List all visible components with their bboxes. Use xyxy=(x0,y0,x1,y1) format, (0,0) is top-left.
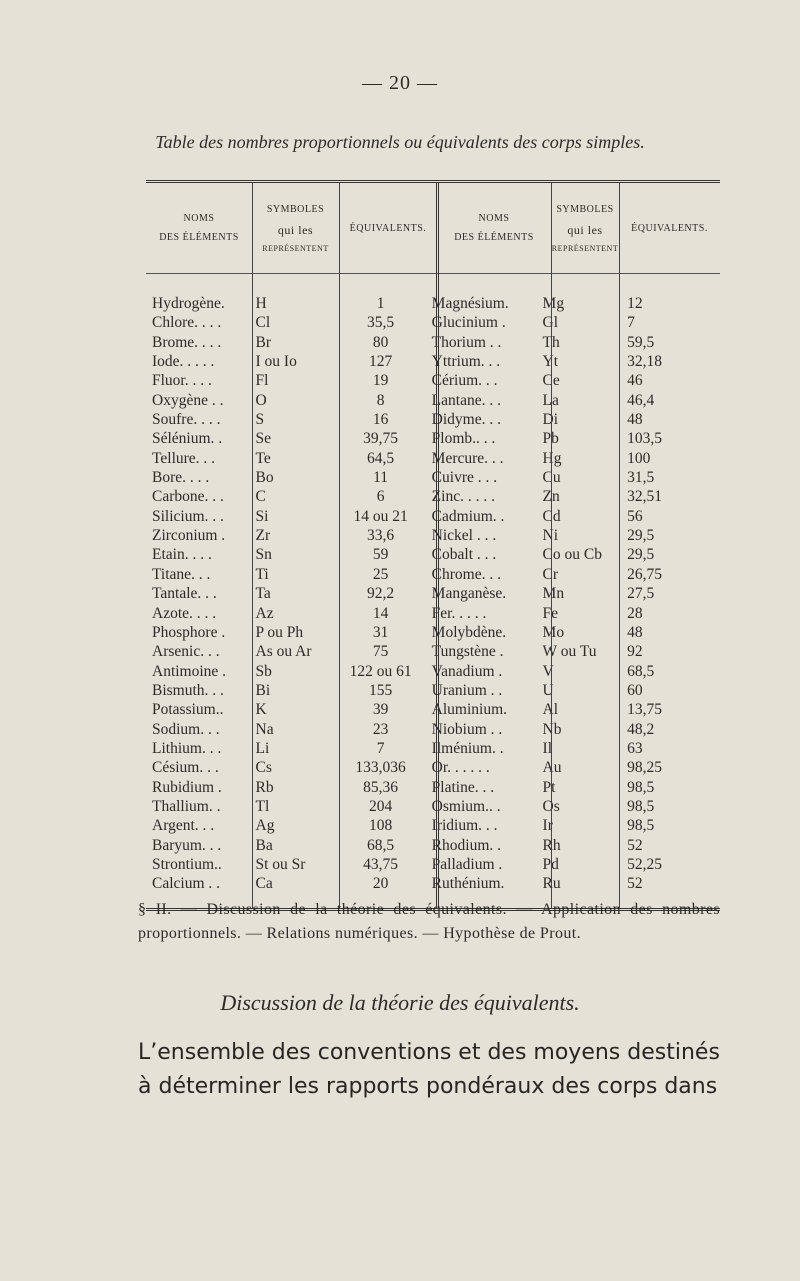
element-equivalent: 133,036 xyxy=(355,759,406,777)
element-symbol: Fe xyxy=(542,604,559,622)
element-name: Ruthénium. xyxy=(431,875,505,893)
element-equivalent: 92,2 xyxy=(367,585,395,603)
element-symbol: Na xyxy=(255,720,274,738)
element-symbol: Th xyxy=(542,333,560,351)
element-equivalent: 59 xyxy=(372,546,389,564)
table-row xyxy=(146,604,720,623)
element-equivalent: 98,5 xyxy=(627,817,655,835)
element-symbol: Zr xyxy=(255,527,271,545)
header-equivalents-label-2: ÉQUIVALENTS. xyxy=(631,222,708,234)
element-equivalent: 85,36 xyxy=(363,778,399,796)
element-name: Didyme. . . xyxy=(431,411,501,429)
column-divider xyxy=(619,183,620,908)
column-divider-double xyxy=(436,183,439,908)
table-row xyxy=(146,758,720,777)
element-name: Brome. . . . xyxy=(152,333,222,351)
element-equivalent: 75 xyxy=(372,643,389,661)
element-name: Zinc. . . . . xyxy=(431,488,495,506)
element-symbol: Mo xyxy=(542,623,565,641)
header-noms-top: NOMS xyxy=(183,213,215,224)
element-name: Cuivre . . . xyxy=(431,469,498,487)
element-symbol: Se xyxy=(255,430,271,448)
element-name: Cadmium. . xyxy=(431,507,505,525)
table-row xyxy=(146,642,720,661)
element-symbol: Di xyxy=(542,411,559,429)
table-body xyxy=(146,274,720,908)
element-symbol: Cd xyxy=(542,507,561,525)
element-symbol: Gl xyxy=(542,314,559,332)
element-symbol: Mn xyxy=(542,585,565,603)
element-equivalent: 35,5 xyxy=(367,314,395,332)
element-equivalent: 122 ou 61 xyxy=(349,662,412,680)
table-row xyxy=(146,855,720,874)
element-equivalent: 27,5 xyxy=(627,585,655,603)
element-equivalent: 100 xyxy=(627,449,651,467)
column-divider xyxy=(551,183,552,908)
element-name: Cobalt . . . xyxy=(431,546,497,564)
header-equivalents xyxy=(339,183,437,273)
element-name: Magnésium. xyxy=(431,295,509,312)
table-row xyxy=(146,294,720,313)
table-row xyxy=(146,333,720,352)
element-symbol: Te xyxy=(255,449,271,467)
element-name: Lantane. . . xyxy=(431,391,501,409)
page-number: — 20 — xyxy=(362,72,438,94)
table-row xyxy=(146,371,720,390)
element-symbol: P ou Ph xyxy=(255,623,304,641)
element-equivalent: 108 xyxy=(368,817,393,835)
element-name: Phosphore . xyxy=(152,623,226,641)
element-symbol: Zn xyxy=(542,488,560,506)
element-name: Calcium . . xyxy=(152,875,221,893)
element-symbol: La xyxy=(542,391,559,409)
table-row xyxy=(146,874,720,893)
element-name: Titane. . . xyxy=(152,565,211,583)
equivalents-table xyxy=(146,180,720,911)
body-paragraph: L’ensemble des conventions et des moyens destinés à déterminer les rapports pondéraux des corps dans xyxy=(138,1040,720,1099)
element-equivalent: 59,5 xyxy=(627,333,655,351)
element-name: Mercure. . . xyxy=(431,449,504,467)
element-symbol: Ir xyxy=(542,817,553,835)
header-noms-bottom-2: DES ÉLÉMENTS xyxy=(454,232,534,243)
element-equivalent: 52,25 xyxy=(627,855,662,873)
element-equivalent: 26,75 xyxy=(627,565,662,583)
element-symbol: Ca xyxy=(255,875,273,893)
table-title: Table des nombres proportionnels ou équivalents des corps simples. xyxy=(155,132,645,152)
element-symbol: Al xyxy=(542,701,559,719)
element-symbol: Tl xyxy=(255,797,270,815)
element-name: Cérium. . . xyxy=(431,372,498,390)
element-symbol: S xyxy=(255,411,265,429)
element-equivalent: 31,5 xyxy=(627,469,655,487)
element-symbol: Os xyxy=(542,797,560,815)
element-name: Baryum. . . xyxy=(152,836,222,854)
element-symbol: St ou Sr xyxy=(255,855,306,873)
element-name: Thorium . . xyxy=(431,333,502,351)
table-row xyxy=(146,565,720,584)
element-name: Or. . . . . . xyxy=(431,759,490,777)
section-heading: § II. — Discussion de la théorie des équivalents. — Application des nombres proportionnels. — Relations numériques. — Hypothèse de Prout. xyxy=(138,901,720,942)
element-equivalent: 31 xyxy=(372,623,389,641)
element-name: Bismuth. . . xyxy=(152,681,224,699)
element-symbol: Cr xyxy=(542,565,559,583)
element-name: Yttrium. . . xyxy=(431,353,501,371)
element-name: Rubidium . xyxy=(152,778,222,796)
element-symbol: Br xyxy=(255,333,271,351)
element-symbol: Ti xyxy=(255,565,269,583)
element-name: Vanadium . xyxy=(431,662,503,680)
element-symbol: Li xyxy=(255,739,270,757)
element-symbol: Il xyxy=(542,739,552,757)
table-row xyxy=(146,720,720,739)
element-name: Strontium.. xyxy=(152,855,222,873)
table-header xyxy=(146,183,720,274)
header-symboles-2 xyxy=(551,183,619,273)
element-name: Fer. . . . . xyxy=(431,604,487,622)
element-symbol: Nb xyxy=(542,720,562,738)
element-symbol: Ta xyxy=(255,585,271,603)
table-row xyxy=(146,391,720,410)
element-name: Bore. . . . xyxy=(152,469,210,487)
element-symbol: K xyxy=(255,701,267,719)
element-symbol: Co ou Cb xyxy=(542,546,602,564)
table-row xyxy=(146,507,720,526)
element-symbol: Bo xyxy=(255,469,274,487)
element-name: Argent. . . xyxy=(152,817,215,835)
element-name: Potassium.. xyxy=(152,701,224,719)
element-name: Nickel . . . xyxy=(431,527,497,545)
element-symbol: U xyxy=(542,681,554,699)
element-equivalent: 60 xyxy=(627,681,643,699)
header-symboles-bottom: REPRÉSENTENT xyxy=(262,244,329,254)
element-equivalent: 28 xyxy=(627,604,643,622)
column-divider xyxy=(252,183,253,908)
element-equivalent: 33,6 xyxy=(367,527,395,545)
element-name: Oxygène . . xyxy=(152,391,224,409)
element-name: Césium. . . xyxy=(152,759,219,777)
element-symbol: Ba xyxy=(255,836,273,854)
element-equivalent: 32,18 xyxy=(627,353,662,371)
element-name: Chlore. . . . xyxy=(152,314,222,332)
element-equivalent: 46 xyxy=(627,372,643,390)
table-row xyxy=(146,681,720,700)
element-symbol: Rh xyxy=(542,836,561,854)
element-equivalent: 23 xyxy=(372,720,389,738)
element-name: Tellure. . . xyxy=(152,449,216,467)
element-equivalent: 98,5 xyxy=(627,778,655,796)
element-name: Soufre. . . . xyxy=(152,411,221,429)
element-equivalent: 52 xyxy=(627,836,643,854)
table-row xyxy=(146,487,720,506)
element-equivalent: 14 xyxy=(372,604,389,622)
table-row xyxy=(146,449,720,468)
section-subtitle: Discussion de la théorie des équivalents. xyxy=(220,990,580,1015)
element-equivalent: 19 xyxy=(372,372,389,390)
element-symbol: Ce xyxy=(542,372,560,390)
element-equivalent: 1 xyxy=(376,295,385,312)
element-equivalent: 20 xyxy=(372,875,389,893)
table-row xyxy=(146,700,720,719)
table-row xyxy=(146,545,720,564)
element-equivalent: 46,4 xyxy=(627,391,655,409)
table-row xyxy=(146,526,720,545)
element-equivalent: 68,5 xyxy=(367,836,395,854)
element-name: Hydrogène. xyxy=(152,295,225,312)
element-name: Tungstène . xyxy=(431,643,504,661)
element-equivalent: 6 xyxy=(376,488,385,506)
element-equivalent: 25 xyxy=(372,565,389,583)
element-symbol: Rb xyxy=(255,778,274,796)
element-name: Glucinium . xyxy=(431,314,506,332)
header-symboles-top: SYMBOLES xyxy=(266,203,325,215)
element-equivalent: 204 xyxy=(368,797,393,815)
element-symbol: Bi xyxy=(255,681,271,699)
element-equivalent: 39,75 xyxy=(363,430,399,448)
element-name: Silicium. . . xyxy=(152,507,224,525)
header-symboles-mid: qui les xyxy=(277,222,314,237)
element-symbol: H xyxy=(255,295,267,312)
element-name: Rhodium. . xyxy=(431,836,501,854)
element-equivalent: 48 xyxy=(627,623,643,641)
column-divider xyxy=(339,183,340,908)
header-symboles xyxy=(252,183,339,273)
element-equivalent: 48 xyxy=(627,411,643,429)
element-name: Palladium . xyxy=(431,855,503,873)
table-row xyxy=(146,778,720,797)
element-equivalent: 98,5 xyxy=(627,797,655,815)
element-name: Chrome. . . xyxy=(431,565,501,583)
table-row xyxy=(146,468,720,487)
table-row xyxy=(146,584,720,603)
header-noms-2 xyxy=(437,183,551,273)
element-equivalent: 68,5 xyxy=(627,662,655,680)
element-symbol: Cs xyxy=(255,759,272,777)
element-name: Iridium. . . xyxy=(431,817,498,835)
element-symbol: W ou Tu xyxy=(542,643,597,661)
element-equivalent: 98,25 xyxy=(627,759,662,777)
header-noms xyxy=(146,183,252,273)
table-row xyxy=(146,410,720,429)
element-name: Osmium.. . xyxy=(431,797,501,815)
element-equivalent: 155 xyxy=(368,681,393,699)
element-symbol: Ru xyxy=(542,875,561,893)
element-equivalent: 29,5 xyxy=(627,546,655,564)
element-symbol: Au xyxy=(542,759,562,777)
element-symbol: Pt xyxy=(542,778,556,796)
header-symboles-top-2: SYMBOLES xyxy=(556,203,614,215)
header-noms-bottom: DES ÉLÉMENTS xyxy=(159,232,239,243)
element-equivalent: 8 xyxy=(376,391,385,409)
element-equivalent: 29,5 xyxy=(627,527,655,545)
header-symboles-mid-2: qui les xyxy=(567,222,603,237)
element-name: Azote. . . . xyxy=(152,604,217,622)
element-name: Arsenic. . . xyxy=(152,643,220,661)
table-row xyxy=(146,429,720,448)
table-row xyxy=(146,623,720,642)
table-row xyxy=(146,797,720,816)
element-symbol: Cu xyxy=(542,469,561,487)
element-equivalent: 103,5 xyxy=(627,430,662,448)
element-equivalent: 32,51 xyxy=(627,488,662,506)
element-name: Tantale. . . xyxy=(152,585,217,603)
header-equivalents-2 xyxy=(619,183,720,273)
element-name: Ilménium. . xyxy=(431,739,504,757)
element-name: Manganèse. xyxy=(431,585,507,603)
element-equivalent: 43,75 xyxy=(363,855,399,873)
table-row xyxy=(146,352,720,371)
element-symbol: Si xyxy=(255,507,269,525)
table-row xyxy=(146,739,720,758)
element-equivalent: 7 xyxy=(376,739,385,757)
element-symbol: Mg xyxy=(542,295,565,312)
element-equivalent: 11 xyxy=(373,469,389,487)
element-symbol: Cl xyxy=(255,314,271,332)
element-symbol: O xyxy=(255,391,267,409)
element-name: Lithium. . . xyxy=(152,739,222,757)
element-symbol: C xyxy=(255,488,266,506)
element-symbol: Fl xyxy=(255,372,269,390)
element-equivalent: 16 xyxy=(372,411,389,429)
element-symbol: Az xyxy=(255,604,274,622)
element-symbol: Pb xyxy=(542,430,559,448)
element-equivalent: 48,2 xyxy=(627,720,655,738)
element-name: Niobium . . xyxy=(431,720,503,738)
element-name: Thallium. . xyxy=(152,797,221,815)
element-symbol: Ag xyxy=(255,817,275,835)
element-name: Aluminium. xyxy=(431,701,508,719)
element-symbol: Ni xyxy=(542,527,559,545)
table-row xyxy=(146,836,720,855)
header-equivalents-label: ÉQUIVALENTS. xyxy=(349,222,427,234)
element-symbol: Sb xyxy=(255,662,272,680)
element-symbol: I ou Io xyxy=(255,353,297,371)
element-equivalent: 127 xyxy=(368,353,393,371)
element-symbol: V xyxy=(542,662,554,680)
header-symboles-bottom-2: REPRÉSENTENT xyxy=(551,244,619,254)
element-equivalent: 7 xyxy=(627,314,635,332)
element-name: Sodium. . . xyxy=(152,720,220,738)
table-row xyxy=(146,816,720,835)
element-name: Iode. . . . . xyxy=(152,353,215,371)
table-row xyxy=(146,662,720,681)
header-noms-top-2: NOMS xyxy=(478,213,510,224)
element-equivalent: 12 xyxy=(627,295,643,312)
element-name: Platine. . . xyxy=(431,778,495,796)
element-name: Zirconium . xyxy=(152,527,226,545)
element-name: Antimoine . xyxy=(152,662,227,680)
table-row xyxy=(146,313,720,332)
element-name: Molybdène. xyxy=(431,623,507,641)
element-name: Plomb.. . . xyxy=(431,430,496,448)
element-equivalent: 52 xyxy=(627,875,643,893)
element-name: Etain. . . . xyxy=(152,546,212,564)
element-name: Carbone. . . xyxy=(152,488,224,506)
element-name: Sélénium. . xyxy=(152,430,223,448)
element-symbol: Pd xyxy=(542,855,559,873)
element-symbol: As ou Ar xyxy=(255,643,312,661)
element-name: Fluor. . . . xyxy=(152,372,212,390)
element-symbol: Yt xyxy=(542,353,559,371)
element-equivalent: 39 xyxy=(372,701,389,719)
element-equivalent: 63 xyxy=(627,739,643,757)
element-symbol: Sn xyxy=(255,546,272,564)
element-equivalent: 92 xyxy=(627,643,643,661)
element-equivalent: 80 xyxy=(372,333,389,351)
element-name: Uranium . . xyxy=(431,681,503,699)
element-equivalent: 13,75 xyxy=(627,701,662,719)
element-symbol: Hg xyxy=(542,449,562,467)
element-equivalent: 14 ou 21 xyxy=(353,507,408,525)
element-equivalent: 56 xyxy=(627,507,643,525)
element-equivalent: 64,5 xyxy=(367,449,395,467)
